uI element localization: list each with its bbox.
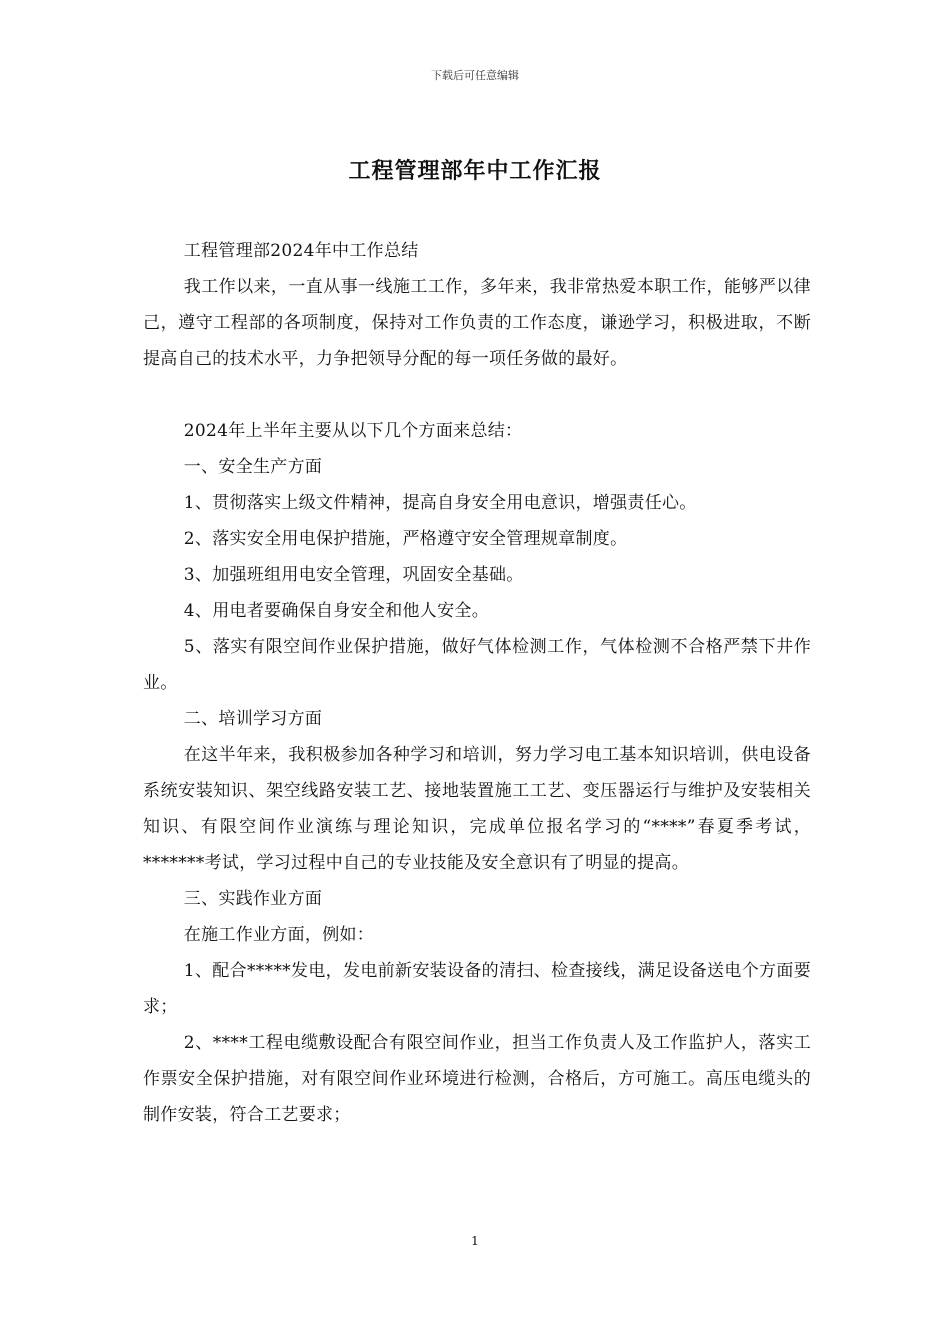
paragraph-practice-lead: 在施工作业方面，例如：	[183, 925, 375, 945]
paragraph-subtitle: 工程管理部2024年中工作总结	[183, 241, 419, 261]
list-item: 1、贯彻落实上级文件精神，提高自身安全用电意识，增强责任心。	[183, 493, 697, 513]
header-note: 下载后可任意编辑	[431, 69, 519, 82]
list-item: 5、落实有限空间作业保护措施，做好气体检测工作，气体检测不合格严禁下井作业。	[143, 637, 811, 693]
section-heading-training: 二、培训学习方面	[183, 709, 323, 729]
section-heading-practice: 三、实践作业方面	[183, 889, 323, 909]
section-heading-safety: 一、安全生产方面	[183, 457, 323, 477]
page-title: 工程管理部年中工作汇报	[348, 159, 602, 184]
list-item: 3、加强班组用电安全管理，巩固安全基础。	[183, 565, 524, 585]
page-number: 1	[471, 1234, 479, 1248]
paragraph-intro: 我工作以来，一直从事一线施工工作，多年来，我非常热爱本职工作，能够严以律己，遵守工程部的各项制度，保持对工作负责的工作态度，谦逊学习，积极进取，不断提高自己的技术水平，力争把领导分配的每一项任务做的最好。	[143, 277, 811, 369]
list-item: 2、落实安全用电保护措施，严格遵守安全管理规章制度。	[183, 529, 628, 549]
list-item: 2、****工程电缆敷设配合有限空间作业，担当工作负责人及工作监护人，落实工作票安全保护措施，对有限空间作业环境进行检测，合格后，方可施工。高压电缆头的制作安装，符合工艺要求；	[143, 1033, 811, 1125]
list-item: 1、配合*****发电，发电前新安装设备的清扫、检查接线，满足设备送电个方面要求；	[143, 961, 811, 1017]
document-body	[143, 233, 811, 1133]
paragraph-summary-lead: 2024年上半年主要从以下几个方面来总结：	[183, 421, 523, 441]
list-item: 4、用电者要确保自身安全和他人安全。	[183, 601, 490, 621]
paragraph-training: 在这半年来，我积极参加各种学习和培训，努力学习电工基本知识培训，供电设备系统安装知识、架空线路安装工艺、接地装置施工工艺、变压器运行与维护及安装相关知识、有限空间作业演练与理论知识，完成单位报名学习的“****”春夏季考试，*******考试，学习过程中自己的专业技能及安全意识有了明显的提高。	[143, 745, 811, 873]
